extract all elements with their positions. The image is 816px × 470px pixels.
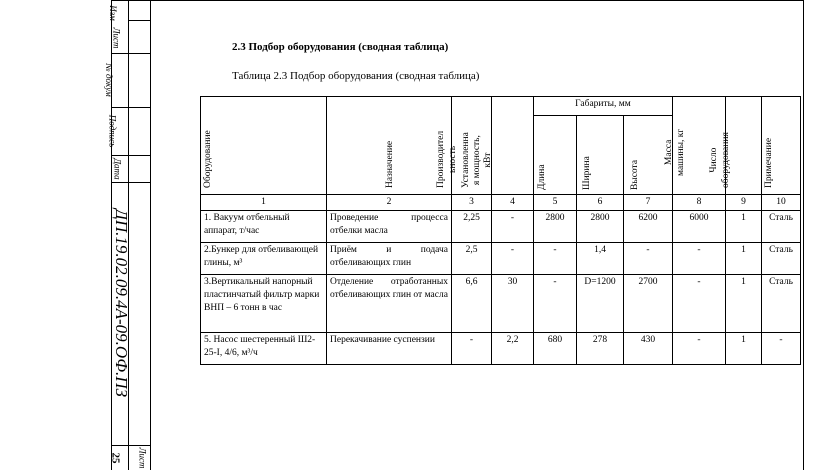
table-header-row — [201, 97, 801, 116]
header-mass: Масса машины, кг — [673, 97, 726, 195]
cell-note: Сталь — [762, 275, 801, 333]
header-dimensions: Габариты, мм — [534, 97, 673, 116]
stamp-label-list: Лист — [111, 27, 122, 49]
stamp-row-line — [111, 53, 151, 54]
frame-border-right — [803, 0, 804, 470]
header-note: Примечание — [762, 97, 801, 195]
cell-power: - — [492, 211, 534, 243]
cell-power: 2,2 — [492, 333, 534, 365]
cell-purpose: Приём и подача отбеливающих глин — [327, 243, 452, 275]
column-number: 8 — [673, 195, 726, 211]
cell-purpose: Перекачивание суспензии — [327, 333, 452, 365]
section-heading: 2.3 Подбор оборудования (сводная таблица) — [232, 41, 449, 53]
table-row — [201, 243, 801, 275]
cell-count: 1 — [726, 275, 762, 333]
table-caption: Таблица 2.3 Подбор оборудования (сводная таблица) — [232, 70, 480, 82]
cell-capacity: 6,6 — [452, 275, 492, 333]
header-equipment: Оборудование — [201, 97, 327, 195]
table-row — [201, 211, 801, 243]
column-number: 2 — [327, 195, 452, 211]
document-code: ДП.19.02.09.4А-09.ОФ.ПЗ — [112, 209, 131, 397]
stamp-label-izm: Изм — [107, 5, 118, 21]
cell-width: 1,4 — [577, 243, 624, 275]
cell-equipment: 3.Вертикальный напорный пластинчатый фильтр марки ВНП – 6 тонн в час — [201, 275, 327, 333]
cell-purpose: Проведение процесса отбелки масла — [327, 211, 452, 243]
header-capacity: Производител ьность — [452, 97, 492, 195]
frame-border-top — [111, 0, 804, 1]
cell-capacity: - — [452, 333, 492, 365]
cell-note: - — [762, 333, 801, 365]
column-number: 7 — [624, 195, 673, 211]
cell-equipment: 2.Бункер для отбеливающей глины, м³ — [201, 243, 327, 275]
sheet-number: 25 — [109, 452, 122, 464]
stamp-column-divider — [150, 0, 151, 470]
table-row — [201, 333, 801, 365]
column-number: 4 — [492, 195, 534, 211]
cell-mass: - — [673, 333, 726, 365]
stamp-row-line — [111, 107, 151, 108]
header-width: Ширина — [577, 116, 624, 195]
stamp-label-doc-number: № докум — [103, 63, 114, 97]
cell-width: D=1200 — [577, 275, 624, 333]
stamp-row-line — [111, 155, 151, 156]
cell-count: 1 — [726, 243, 762, 275]
column-number-row — [201, 195, 801, 211]
cell-purpose: Отделение отработанных отбеливающих глин от масла — [327, 275, 452, 333]
cell-width: 278 — [577, 333, 624, 365]
cell-length: - — [534, 243, 577, 275]
cell-length: - — [534, 275, 577, 333]
cell-length: 680 — [534, 333, 577, 365]
cell-count: 1 — [726, 211, 762, 243]
cell-mass: - — [673, 275, 726, 333]
column-number: 9 — [726, 195, 762, 211]
cell-count: 1 — [726, 333, 762, 365]
stamp-label-date: Дата — [112, 158, 123, 180]
cell-capacity: 2,5 — [452, 243, 492, 275]
table-row — [201, 275, 801, 333]
cell-width: 2800 — [577, 211, 624, 243]
column-number: 3 — [452, 195, 492, 211]
stamp-label-signature: Подпись — [107, 114, 118, 148]
cell-height: 2700 — [624, 275, 673, 333]
cell-height: 6200 — [624, 211, 673, 243]
cell-equipment: 5. Насос шестеренный Ш2-25-I, 4/6, м³/ч — [201, 333, 327, 365]
header-length: Длина — [534, 116, 577, 195]
cell-height: 430 — [624, 333, 673, 365]
stamp-row-line — [111, 445, 151, 446]
sheet-label: Лист — [137, 447, 148, 469]
column-number: 6 — [577, 195, 624, 211]
header-purpose: Назначение — [327, 97, 452, 195]
cell-capacity: 2,25 — [452, 211, 492, 243]
stamp-row-line — [128, 20, 151, 21]
cell-power: 30 — [492, 275, 534, 333]
cell-note: Сталь — [762, 211, 801, 243]
cell-note: Сталь — [762, 243, 801, 275]
cell-equipment: 1. Вакуум отбельный аппарат, т/час — [201, 211, 327, 243]
cell-length: 2800 — [534, 211, 577, 243]
column-number: 5 — [534, 195, 577, 211]
cell-mass: 6000 — [673, 211, 726, 243]
header-power: Установленна я мощность, кВт — [492, 97, 534, 195]
equipment-table — [200, 96, 801, 365]
header-count: Число оборудования — [726, 97, 762, 195]
cell-power: - — [492, 243, 534, 275]
column-number: 10 — [762, 195, 801, 211]
cell-height: - — [624, 243, 673, 275]
column-number: 1 — [201, 195, 327, 211]
header-height: Высота — [624, 116, 673, 195]
cell-mass: - — [673, 243, 726, 275]
